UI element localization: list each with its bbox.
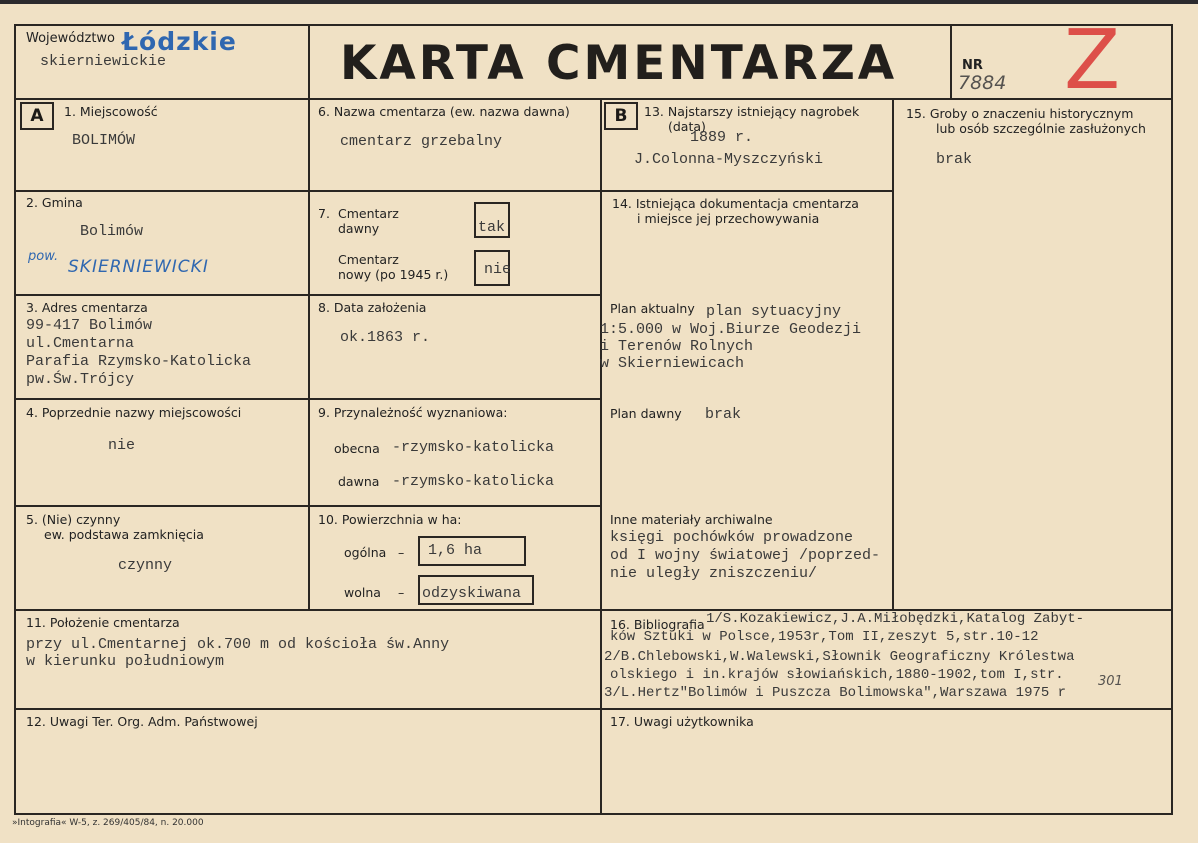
f10-label: 10. Powierzchnia w ha: [318,512,462,527]
f2-value: Bolimów [80,223,144,240]
f1-label: 1. Miejscowość [64,104,158,119]
f2-label: 2. Gmina [26,195,83,210]
f5-value: czynny [118,557,173,574]
f7-label: 7. [318,206,330,221]
inne-label: Inne materiały archiwalne [610,512,773,527]
row-line-6 [14,708,1173,710]
inne-line-3: nie uległy zniszczeniu/ [610,565,818,582]
f10-ogolna-dash: – [398,545,405,560]
f9-obecna-label: obecna [334,441,380,456]
header-bottom-line [14,98,1173,100]
row-line-1 [14,190,602,192]
nr-label: NR [962,58,983,73]
f13-label-1: 13. Najstarszy istniejący nagrobek [644,104,860,119]
f14-label-1: 14. Istniejąca dokumentacja cmentarza [612,196,859,211]
f17-label: 17. Uwagi użytkownika [610,714,754,729]
nr-value: 7884 [958,72,1007,94]
row-line-2 [14,294,602,296]
f10-wolna-value: odzyskiwana [422,585,522,602]
f13-label-2: (data) [668,119,706,134]
f16-line-1: 1/S.Kozakiewicz,J.A.Miłobędzki,Katalog Zabyt- [706,611,1085,627]
f15-label-2: lub osób szczególnie zasłużonych [936,121,1146,136]
wojewodztwo-old: skierniewickie [40,53,167,70]
f6-value: cmentarz grzebalny [340,133,503,150]
f15-value: brak [936,151,973,168]
f10-ogolna-box [418,536,526,566]
section-b-box: B [604,102,638,130]
plan-dawny-label: Plan dawny [610,406,682,421]
top-edge [0,0,1198,4]
f3-label: 3. Adres cmentarza [26,300,148,315]
f10-ogolna-value: 1,6 ha [428,542,483,559]
f5-label-1: 5. (Nie) czynny [26,512,121,527]
header-divider-left [308,24,310,100]
f3-line-2: ul.Cmentarna [26,335,135,352]
f4-label: 4. Poprzednie nazwy miejscowości [26,405,242,420]
f8-label: 8. Data założenia [318,300,427,315]
inne-line-2: od I wojny światowej /poprzed- [610,547,881,564]
f6-label: 6. Nazwa cmentarza (ew. nazwa dawna) [318,104,570,119]
f16-line-5: 3/L.Hertz"Bolimów i Puszcza Bolimowska",Warszawa 1975 r [604,685,1067,701]
row-line-4 [14,505,602,507]
f10-wolna-label: wolna [344,585,381,600]
f10-wolna-box [418,575,534,605]
f9-dawna-value: -rzymsko-katolicka [392,473,555,490]
plan-aktualny-line-2: 1:5.000 w Woj.Biurze Geodezji [600,321,862,338]
plan-aktualny-label: Plan aktualny [610,301,695,316]
f9-label: 9. Przynależność wyznaniowa: [318,405,508,420]
col-divider-1 [308,98,310,610]
f1-value: BOLIMÓW [72,132,136,149]
f15-label-1: 15. Groby o znaczeniu historycznym [906,106,1134,121]
f16-line-4: olskiego i in.krajów słowiańskich,1880-1902,tom I,str. [610,667,1064,683]
f2-pow-prefix: pow. [28,249,59,264]
inne-line-1: księgi pochówków prowadzone [610,529,854,546]
f11-label: 11. Położenie cmentarza [26,615,180,630]
f7-nowy-line-1: Cmentarz [338,252,399,267]
f7-dawny-line-2: dawny [338,221,380,236]
f16-line-2: ków Sztuki w Polsce,1953r,Tom II,zeszyt 5,str.10-12 [610,629,1039,645]
plan-aktualny-line-3: i Terenów Rolnych [600,338,754,355]
printer-footer: »Intografia« W-5, z. 269/405/84, n. 20.000 [12,818,204,828]
f8-value: ok.1863 r. [340,329,431,346]
row-line-3 [14,398,602,400]
f10-wolna-dash: – [398,585,405,600]
f3-line-4: pw.Św.Trójcy [26,371,135,388]
f13-name: J.Colonna-Myszczyński [634,151,824,168]
f10-ogolna-label: ogólna [344,545,387,560]
card-title: KARTA CMENTARZA [340,36,898,91]
f7-nowy-line-2: nowy (po 1945 r.) [338,267,449,282]
wojewodztwo-label: Województwo [26,31,116,46]
f7-nowy-value: nie [484,261,512,278]
f16-label: 16. Bibliografia [610,617,705,632]
header-divider-right [950,24,952,100]
f12-label: 12. Uwagi Ter. Org. Adm. Państwowej [26,714,258,729]
f7-dawny-value: tak [478,219,506,236]
f11-line-1: przy ul.Cmentarnej ok.700 m od kościoła św.Anny [26,636,450,653]
f7-dawny-line-1: Cmentarz [338,206,399,221]
plan-dawny-value: brak [705,406,742,423]
f14-label-2: i miejsce jej przechowywania [637,211,820,226]
row-line-col3 [600,190,894,192]
f7-nowy-box [474,250,510,286]
f9-obecna-value: -rzymsko-katolicka [392,439,555,456]
f3-line-3: Parafia Rzymsko-Katolicka [26,353,252,370]
nr-letter: Z [1064,13,1121,108]
section-a-box: A [20,102,54,130]
f3-line-1: 99-417 Bolimów [26,317,153,334]
plan-aktualny-line-1: plan sytuacyjny [706,303,842,320]
wojewodztwo-stamp: Łódzkie [122,27,237,56]
col-divider-3 [892,98,894,610]
f9-dawna-label: dawna [338,474,380,489]
f4-value: nie [108,437,136,454]
plan-aktualny-line-4: w Skierniewicach [600,355,745,372]
f16-pencil-note: 301 [1098,674,1123,689]
f5-label-2: ew. podstawa zamknięcia [44,527,204,542]
f13-year: 1889 r. [690,129,754,146]
f2-pow-value: SKIERNIEWICKI [68,257,209,277]
f7-dawny-box [474,202,510,238]
f11-line-2: w kierunku południowym [26,653,225,670]
f16-line-3: 2/B.Chlebowski,W.Walewski,Słownik Geograficzny Królestwa [604,649,1075,665]
